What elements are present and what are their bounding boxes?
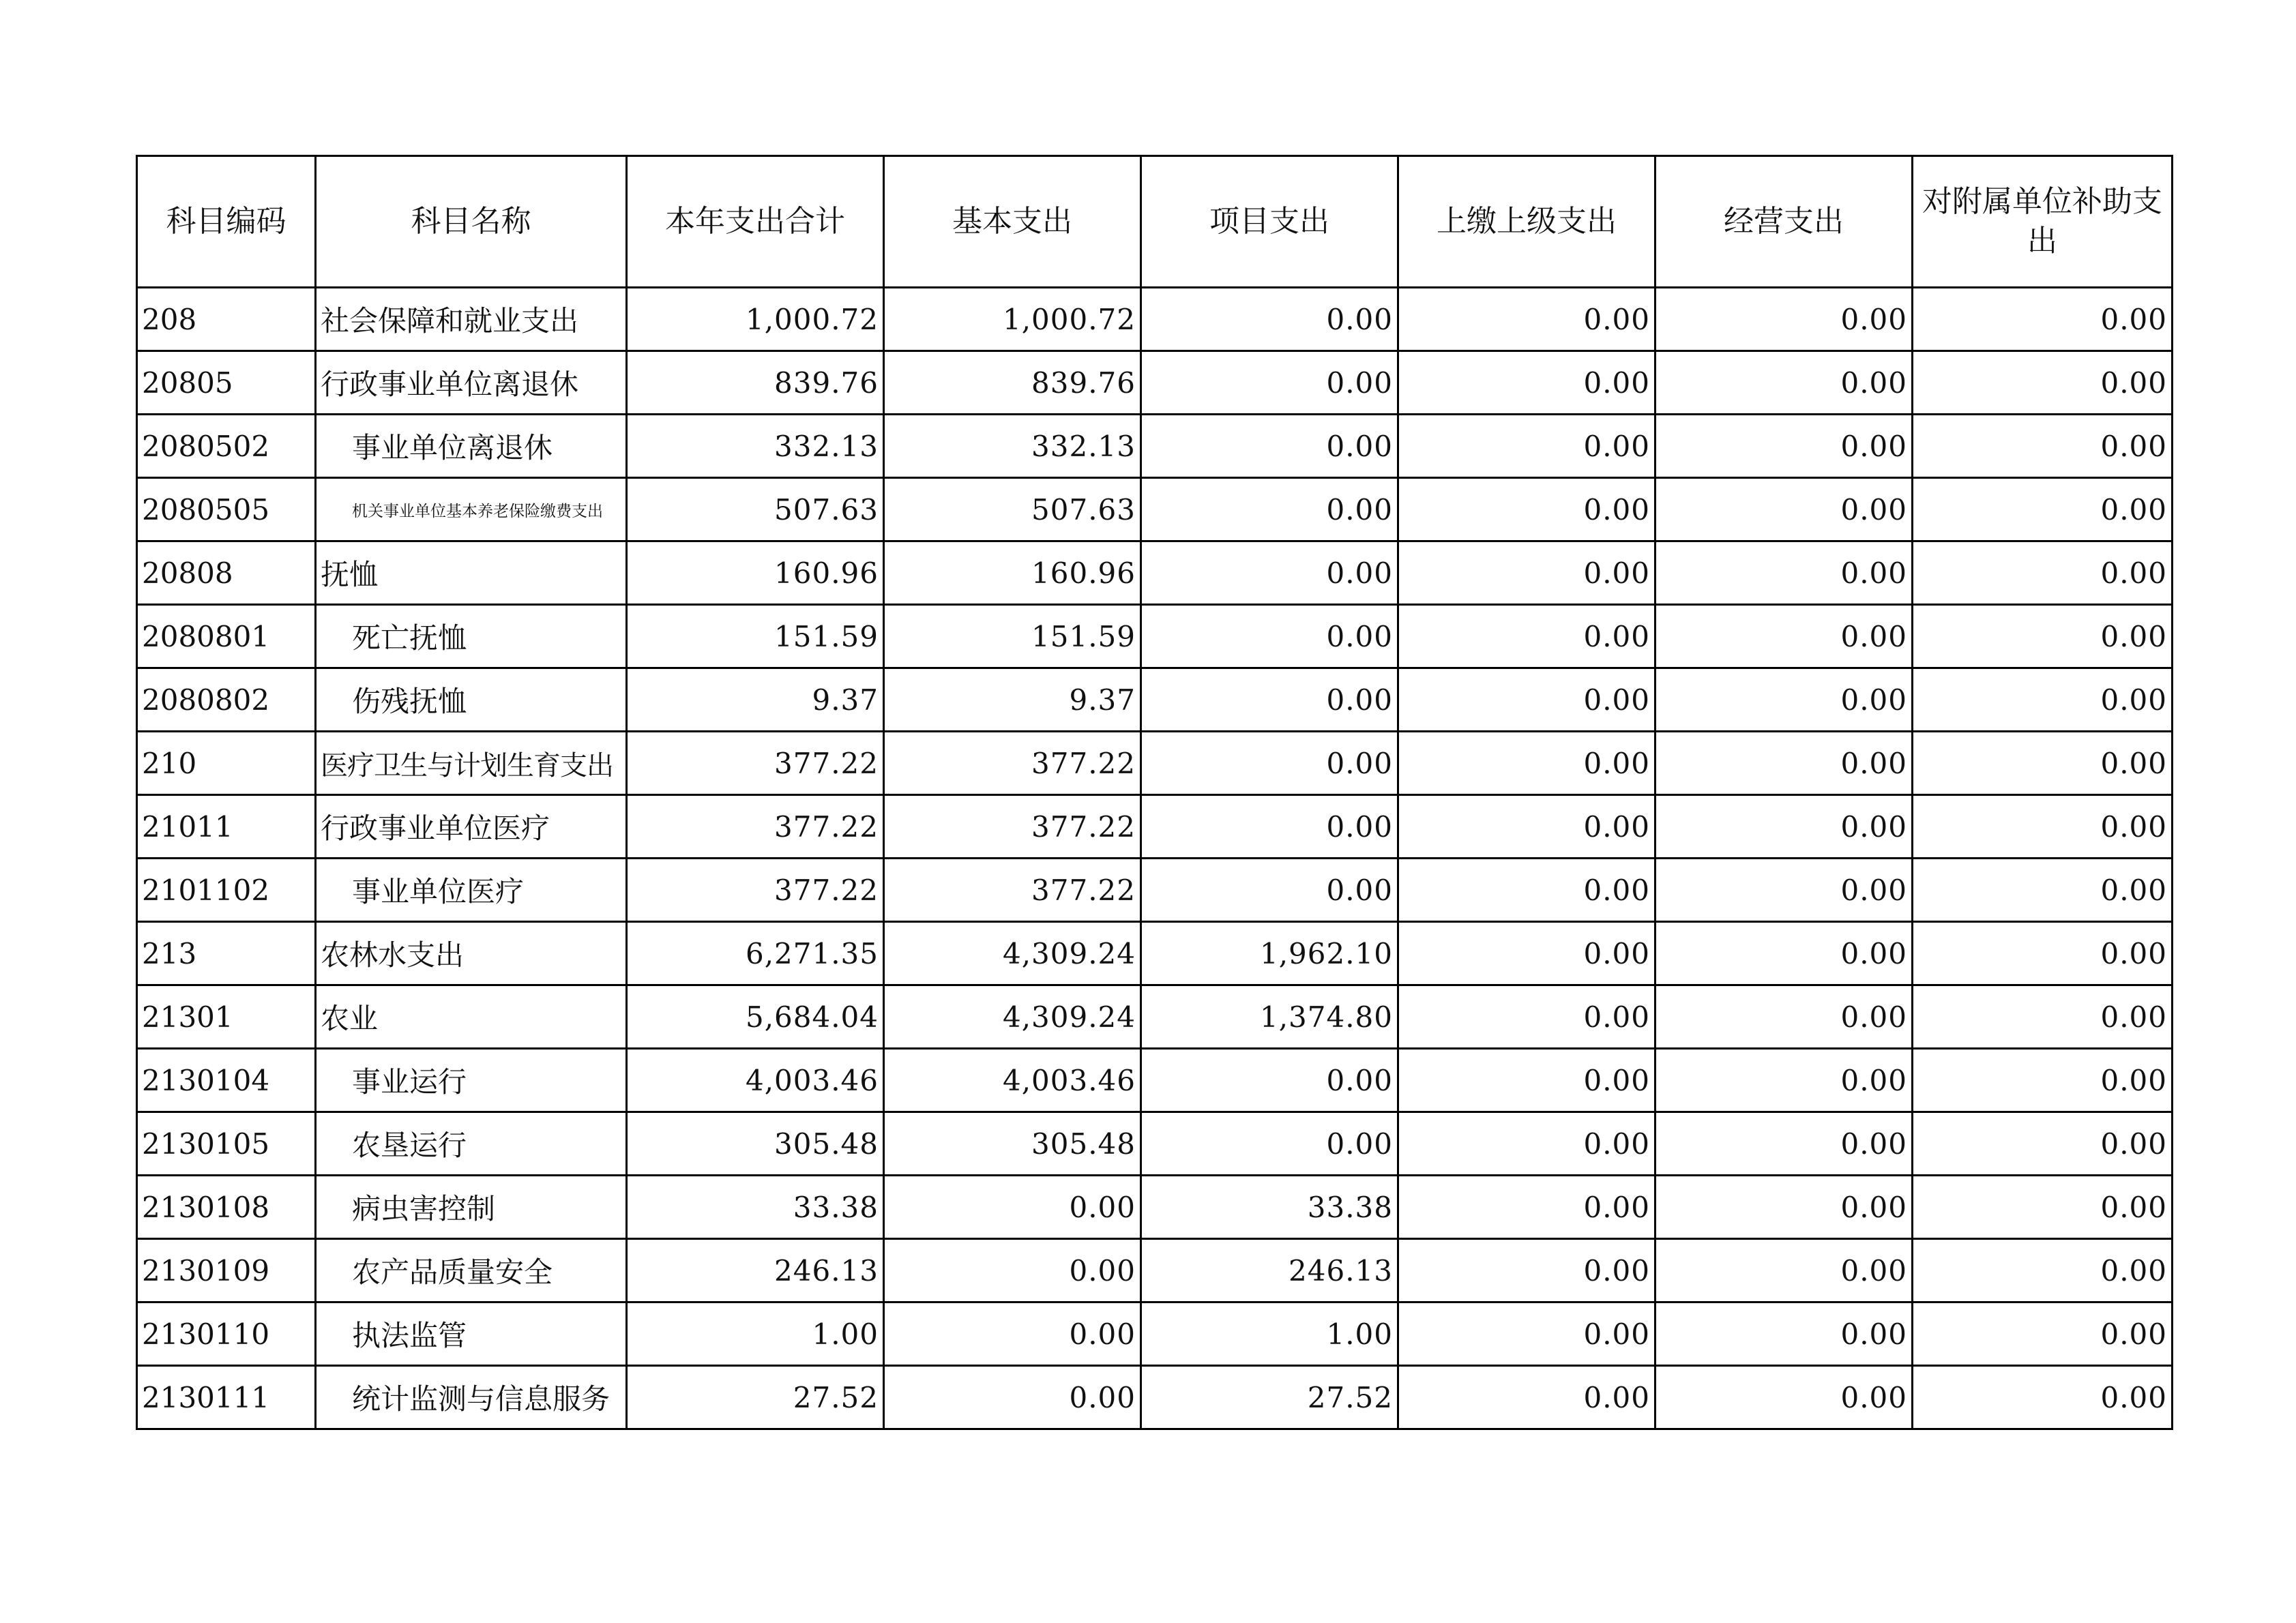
operating-expenditure-cell: 0.00 (1655, 605, 1913, 668)
remit-to-superior-cell: 0.00 (1398, 1112, 1655, 1176)
subsidy-to-subordinate-cell: 0.00 (1913, 1176, 2173, 1239)
total-expenditure-cell: 377.22 (627, 795, 884, 859)
subsidy-to-subordinate-cell: 0.00 (1913, 1239, 2173, 1302)
header-basic-expenditure: 基本支出 (884, 156, 1141, 288)
basic-expenditure-cell: 160.96 (884, 541, 1141, 605)
header-subsidy-to-subordinate: 对附属单位补助支出 (1913, 156, 2173, 288)
header-subject-name: 科目名称 (316, 156, 627, 288)
basic-expenditure-cell: 377.22 (884, 795, 1141, 859)
total-expenditure-cell: 27.52 (627, 1366, 884, 1429)
operating-expenditure-cell: 0.00 (1655, 922, 1913, 985)
subsidy-to-subordinate-cell: 0.00 (1913, 541, 2173, 605)
subject-code-cell: 2080505 (137, 478, 316, 541)
remit-to-superior-cell: 0.00 (1398, 351, 1655, 415)
total-expenditure-cell: 9.37 (627, 668, 884, 732)
subject-code-cell: 2130105 (137, 1112, 316, 1176)
operating-expenditure-cell: 0.00 (1655, 1239, 1913, 1302)
header-operating-expenditure: 经营支出 (1655, 156, 1913, 288)
basic-expenditure-cell: 305.48 (884, 1112, 1141, 1176)
total-expenditure-cell: 5,684.04 (627, 985, 884, 1049)
expenditure-table (136, 155, 2173, 1430)
project-expenditure-cell: 1,962.10 (1141, 922, 1398, 985)
project-expenditure-cell: 0.00 (1141, 478, 1398, 541)
basic-expenditure-cell: 839.76 (884, 351, 1141, 415)
subsidy-to-subordinate-cell: 0.00 (1913, 1049, 2173, 1112)
remit-to-superior-cell: 0.00 (1398, 288, 1655, 351)
table-row (137, 541, 2173, 605)
subject-code-cell: 210 (137, 732, 316, 795)
basic-expenditure-cell: 0.00 (884, 1366, 1141, 1429)
subsidy-to-subordinate-cell: 0.00 (1913, 1112, 2173, 1176)
remit-to-superior-cell: 0.00 (1398, 732, 1655, 795)
basic-expenditure-cell: 151.59 (884, 605, 1141, 668)
subsidy-to-subordinate-cell: 0.00 (1913, 605, 2173, 668)
subsidy-to-subordinate-cell: 0.00 (1913, 1366, 2173, 1429)
subsidy-to-subordinate-cell: 0.00 (1913, 985, 2173, 1049)
remit-to-superior-cell: 0.00 (1398, 1049, 1655, 1112)
total-expenditure-cell: 332.13 (627, 415, 884, 478)
table-row (137, 668, 2173, 732)
subject-name-cell: 机关事业单位基本养老保险缴费支出 (316, 478, 627, 541)
subject-name-cell: 事业单位医疗 (316, 859, 627, 922)
subsidy-to-subordinate-cell: 0.00 (1913, 288, 2173, 351)
table-row (137, 1049, 2173, 1112)
project-expenditure-cell: 0.00 (1141, 732, 1398, 795)
subject-name-cell: 行政事业单位医疗 (316, 795, 627, 859)
project-expenditure-cell: 0.00 (1141, 1112, 1398, 1176)
remit-to-superior-cell: 0.00 (1398, 922, 1655, 985)
project-expenditure-cell: 33.38 (1141, 1176, 1398, 1239)
operating-expenditure-cell: 0.00 (1655, 1366, 1913, 1429)
basic-expenditure-cell: 507.63 (884, 478, 1141, 541)
subject-code-cell: 2130109 (137, 1239, 316, 1302)
total-expenditure-cell: 4,003.46 (627, 1049, 884, 1112)
basic-expenditure-cell: 332.13 (884, 415, 1141, 478)
subsidy-to-subordinate-cell: 0.00 (1913, 732, 2173, 795)
total-expenditure-cell: 246.13 (627, 1239, 884, 1302)
basic-expenditure-cell: 4,003.46 (884, 1049, 1141, 1112)
project-expenditure-cell: 0.00 (1141, 795, 1398, 859)
operating-expenditure-cell: 0.00 (1655, 859, 1913, 922)
project-expenditure-cell: 0.00 (1141, 859, 1398, 922)
subsidy-to-subordinate-cell: 0.00 (1913, 351, 2173, 415)
subject-code-cell: 21301 (137, 985, 316, 1049)
table-row (137, 1112, 2173, 1176)
remit-to-superior-cell: 0.00 (1398, 1366, 1655, 1429)
basic-expenditure-cell: 4,309.24 (884, 985, 1141, 1049)
subject-name-cell: 社会保障和就业支出 (316, 288, 627, 351)
table-row (137, 288, 2173, 351)
remit-to-superior-cell: 0.00 (1398, 478, 1655, 541)
table-row (137, 351, 2173, 415)
remit-to-superior-cell: 0.00 (1398, 605, 1655, 668)
remit-to-superior-cell: 0.00 (1398, 1176, 1655, 1239)
operating-expenditure-cell: 0.00 (1655, 288, 1913, 351)
operating-expenditure-cell: 0.00 (1655, 795, 1913, 859)
table-row (137, 985, 2173, 1049)
subject-code-cell: 20805 (137, 351, 316, 415)
operating-expenditure-cell: 0.00 (1655, 732, 1913, 795)
table-row (137, 415, 2173, 478)
subject-code-cell: 2080801 (137, 605, 316, 668)
operating-expenditure-cell: 0.00 (1655, 351, 1913, 415)
subject-name-cell: 农林水支出 (316, 922, 627, 985)
basic-expenditure-cell: 0.00 (884, 1176, 1141, 1239)
subject-name-cell: 行政事业单位离退休 (316, 351, 627, 415)
subject-code-cell: 213 (137, 922, 316, 985)
table-row (137, 1366, 2173, 1429)
subject-code-cell: 208 (137, 288, 316, 351)
basic-expenditure-cell: 0.00 (884, 1239, 1141, 1302)
subject-code-cell: 2130104 (137, 1049, 316, 1112)
table-row (137, 732, 2173, 795)
project-expenditure-cell: 0.00 (1141, 668, 1398, 732)
subject-name-cell: 统计监测与信息服务 (316, 1366, 627, 1429)
remit-to-superior-cell: 0.00 (1398, 1302, 1655, 1366)
subsidy-to-subordinate-cell: 0.00 (1913, 922, 2173, 985)
project-expenditure-cell: 0.00 (1141, 351, 1398, 415)
remit-to-superior-cell: 0.00 (1398, 859, 1655, 922)
subsidy-to-subordinate-cell: 0.00 (1913, 859, 2173, 922)
subject-name-cell: 农业 (316, 985, 627, 1049)
table-row (137, 478, 2173, 541)
project-expenditure-cell: 0.00 (1141, 605, 1398, 668)
subsidy-to-subordinate-cell: 0.00 (1913, 415, 2173, 478)
operating-expenditure-cell: 0.00 (1655, 1302, 1913, 1366)
project-expenditure-cell: 1,374.80 (1141, 985, 1398, 1049)
subject-code-cell: 2130111 (137, 1366, 316, 1429)
subject-name-cell: 抚恤 (316, 541, 627, 605)
subject-code-cell: 21011 (137, 795, 316, 859)
table-header-row (137, 156, 2173, 288)
table-row (137, 1239, 2173, 1302)
table-row (137, 795, 2173, 859)
project-expenditure-cell: 246.13 (1141, 1239, 1398, 1302)
total-expenditure-cell: 6,271.35 (627, 922, 884, 985)
basic-expenditure-cell: 1,000.72 (884, 288, 1141, 351)
remit-to-superior-cell: 0.00 (1398, 795, 1655, 859)
project-expenditure-cell: 0.00 (1141, 415, 1398, 478)
subject-name-cell: 事业单位离退休 (316, 415, 627, 478)
total-expenditure-cell: 377.22 (627, 859, 884, 922)
total-expenditure-cell: 839.76 (627, 351, 884, 415)
table-row (137, 1302, 2173, 1366)
total-expenditure-cell: 151.59 (627, 605, 884, 668)
header-subject-code: 科目编码 (137, 156, 316, 288)
total-expenditure-cell: 1,000.72 (627, 288, 884, 351)
subject-code-cell: 2130108 (137, 1176, 316, 1239)
operating-expenditure-cell: 0.00 (1655, 1049, 1913, 1112)
subject-name-cell: 病虫害控制 (316, 1176, 627, 1239)
operating-expenditure-cell: 0.00 (1655, 985, 1913, 1049)
subject-code-cell: 2130110 (137, 1302, 316, 1366)
table-row (137, 859, 2173, 922)
subsidy-to-subordinate-cell: 0.00 (1913, 668, 2173, 732)
remit-to-superior-cell: 0.00 (1398, 541, 1655, 605)
table-body (137, 288, 2173, 1429)
basic-expenditure-cell: 4,309.24 (884, 922, 1141, 985)
table-row (137, 1176, 2173, 1239)
operating-expenditure-cell: 0.00 (1655, 668, 1913, 732)
total-expenditure-cell: 305.48 (627, 1112, 884, 1176)
total-expenditure-cell: 377.22 (627, 732, 884, 795)
subsidy-to-subordinate-cell: 0.00 (1913, 795, 2173, 859)
subject-code-cell: 2080502 (137, 415, 316, 478)
operating-expenditure-cell: 0.00 (1655, 1112, 1913, 1176)
basic-expenditure-cell: 9.37 (884, 668, 1141, 732)
subject-name-cell: 伤残抚恤 (316, 668, 627, 732)
subject-name-cell: 事业运行 (316, 1049, 627, 1112)
operating-expenditure-cell: 0.00 (1655, 541, 1913, 605)
remit-to-superior-cell: 0.00 (1398, 985, 1655, 1049)
project-expenditure-cell: 0.00 (1141, 288, 1398, 351)
project-expenditure-cell: 0.00 (1141, 1049, 1398, 1112)
subject-name-cell: 执法监管 (316, 1302, 627, 1366)
header-project-expenditure: 项目支出 (1141, 156, 1398, 288)
remit-to-superior-cell: 0.00 (1398, 1239, 1655, 1302)
subject-name-cell: 农垦运行 (316, 1112, 627, 1176)
remit-to-superior-cell: 0.00 (1398, 415, 1655, 478)
table-row (137, 605, 2173, 668)
operating-expenditure-cell: 0.00 (1655, 478, 1913, 541)
total-expenditure-cell: 1.00 (627, 1302, 884, 1366)
basic-expenditure-cell: 0.00 (884, 1302, 1141, 1366)
project-expenditure-cell: 27.52 (1141, 1366, 1398, 1429)
total-expenditure-cell: 507.63 (627, 478, 884, 541)
basic-expenditure-cell: 377.22 (884, 732, 1141, 795)
subsidy-to-subordinate-cell: 0.00 (1913, 478, 2173, 541)
subject-name-cell: 农产品质量安全 (316, 1239, 627, 1302)
total-expenditure-cell: 33.38 (627, 1176, 884, 1239)
subject-name-cell: 医疗卫生与计划生育支出 (316, 732, 627, 795)
operating-expenditure-cell: 0.00 (1655, 1176, 1913, 1239)
operating-expenditure-cell: 0.00 (1655, 415, 1913, 478)
total-expenditure-cell: 160.96 (627, 541, 884, 605)
remit-to-superior-cell: 0.00 (1398, 668, 1655, 732)
header-total-expenditure: 本年支出合计 (627, 156, 884, 288)
subsidy-to-subordinate-cell: 0.00 (1913, 1302, 2173, 1366)
subject-code-cell: 20808 (137, 541, 316, 605)
project-expenditure-cell: 0.00 (1141, 541, 1398, 605)
subject-code-cell: 2080802 (137, 668, 316, 732)
header-remit-to-superior: 上缴上级支出 (1398, 156, 1655, 288)
subject-code-cell: 2101102 (137, 859, 316, 922)
table-row (137, 922, 2173, 985)
basic-expenditure-cell: 377.22 (884, 859, 1141, 922)
subject-name-cell: 死亡抚恤 (316, 605, 627, 668)
project-expenditure-cell: 1.00 (1141, 1302, 1398, 1366)
